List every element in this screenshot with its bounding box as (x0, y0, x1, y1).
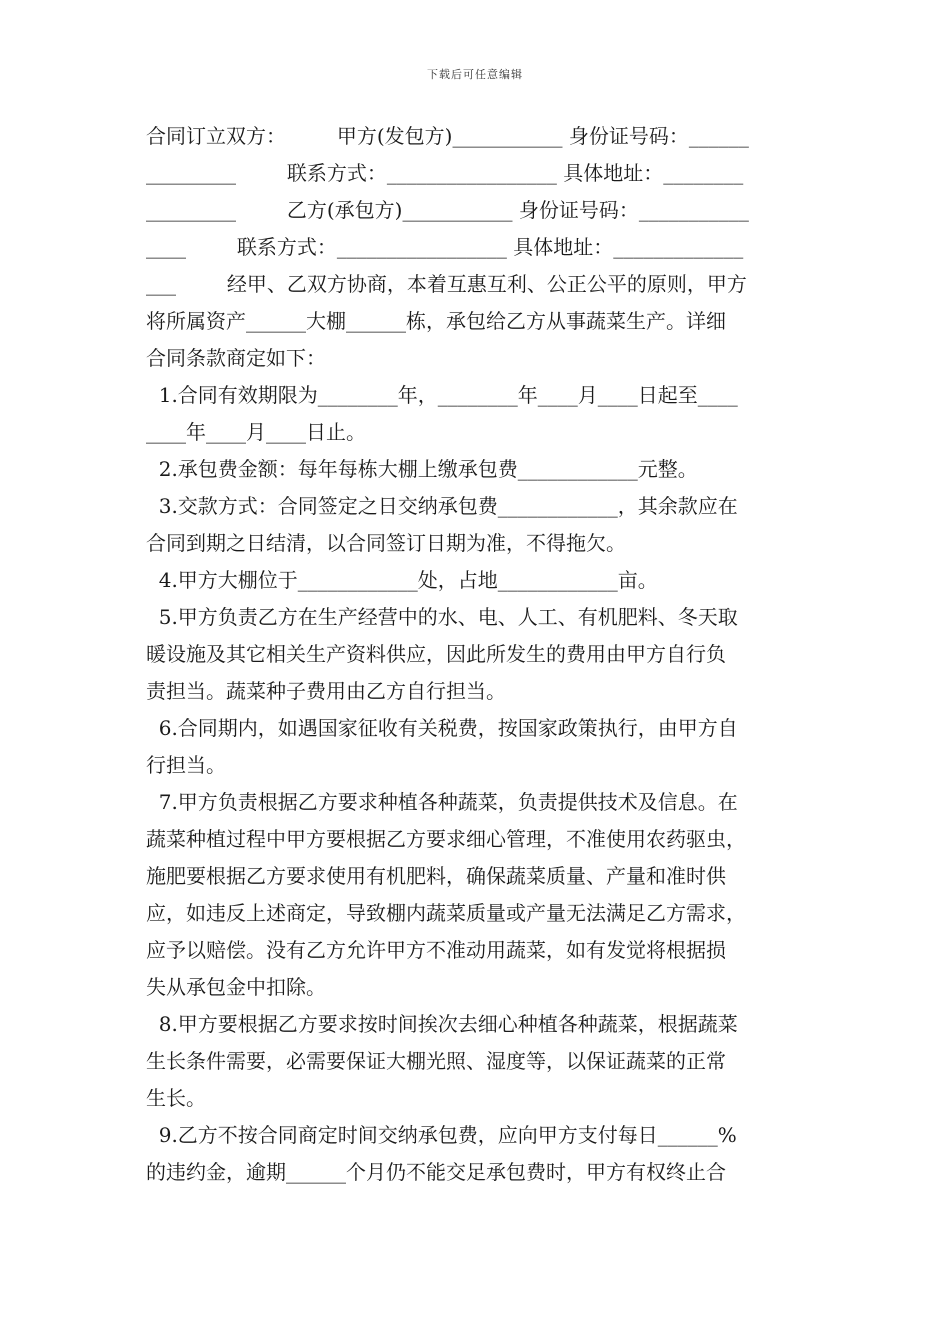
clause-9-line: 9.乙方不按合同商定时间交纳承包费，应向甲方支付每日______% (146, 1123, 737, 1147)
text-line: 责担当。蔬菜种子费用由乙方自行担当。 (146, 679, 506, 703)
text-line: 的违约金，逾期______个月仍不能交足承包费时，甲方有权终止合 (146, 1160, 726, 1184)
text-line: ___ 经甲、乙双方协商，本着互惠互利、公正公平的原则，甲方 (146, 272, 747, 296)
clause-2-line: 2.承包费金额：每年每栋大棚上缴承包费____________元整。 (146, 457, 698, 481)
contract-body (146, 118, 808, 1191)
text-line: 合同条款商定如下： (146, 346, 326, 370)
clause-6-line: 6.合同期内，如遇国家征收有关税费，按国家政策执行，由甲方自 (146, 716, 738, 740)
text-line: 生长。 (146, 1086, 206, 1110)
text-line: 应予以赔偿。没有乙方允许甲方不准动用蔬菜，如有发觉将根据损 (146, 938, 726, 962)
text-line: _________ 乙方(承包方)___________ 身份证号码：___________ (146, 198, 749, 222)
text-line: ____ 联系方式：_________________ 具体地址：_____________ (146, 235, 744, 259)
text-line: 生长条件需要，必需要保证大棚光照、湿度等，以保证蔬菜的正常 (146, 1049, 726, 1073)
text-line: 合同到期之日结清，以合同签订日期为准，不得拖欠。 (146, 531, 626, 555)
text-line: 施肥要根据乙方要求使用有机肥料，确保蔬菜质量、产量和准时供 (146, 864, 726, 888)
text-line: 合同订立双方： 甲方(发包方)___________ 身份证号码：______ (146, 124, 749, 148)
clause-5-line: 5.甲方负责乙方在生产经营中的水、电、人工、有机肥料、冬天取 (146, 605, 738, 629)
clause-4-line: 4.甲方大棚位于____________处，占地____________亩。 (146, 568, 658, 592)
clause-3-line: 3.交款方式：合同签定之日交纳承包费____________，其余款应在 (146, 494, 738, 518)
text-line: 暖设施及其它相关生产资料供应，因此所发生的费用由甲方自行负 (146, 642, 726, 666)
text-line: 蔬菜种植过程中甲方要根据乙方要求细心管理，不准使用农药驱虫， (146, 827, 746, 851)
text-line: 将所属资产______大棚______栋，承包给乙方从事蔬菜生产。详细 (146, 309, 726, 333)
text-line: 失从承包金中扣除。 (146, 975, 326, 999)
clause-7-line: 7.甲方负责根据乙方要求种植各种蔬菜，负责提供技术及信息。在 (146, 790, 738, 814)
text-line: _________ 联系方式：_________________ 具体地址：________ (146, 161, 744, 185)
text-line: ____年____月____日止。 (146, 420, 366, 444)
text-line: 应，如违反上述商定，导致棚内蔬菜质量或产量无法满足乙方需求， (146, 901, 746, 925)
page-header-note: 下载后可任意编辑 (427, 68, 523, 81)
clause-8-line: 8.甲方要根据乙方要求按时间挨次去细心种植各种蔬菜，根据蔬菜 (146, 1012, 738, 1036)
text-line: 行担当。 (146, 753, 226, 777)
clause-1-line: 1.合同有效期限为________年，________年____月____日起至____ (146, 383, 738, 407)
